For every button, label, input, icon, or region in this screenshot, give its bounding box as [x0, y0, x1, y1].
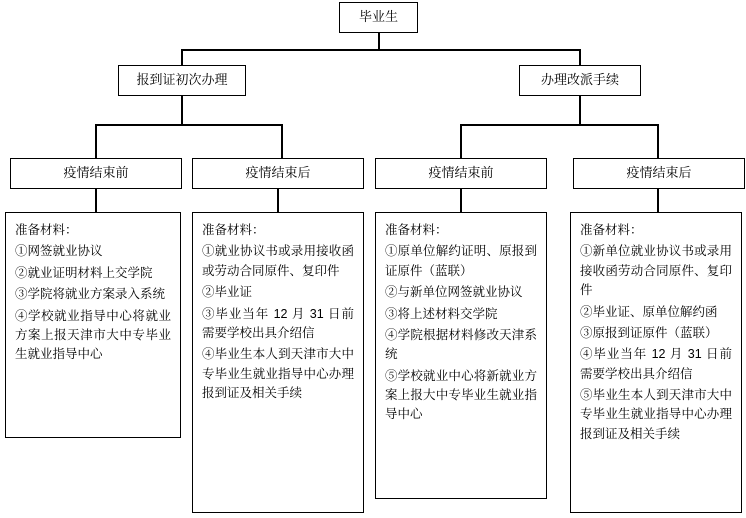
node-reassignment[interactable]	[519, 65, 641, 96]
connector-phase1-to-panel	[95, 189, 97, 212]
panel-4-item-3: ③原报到证原件（蓝联）	[580, 325, 718, 340]
panel-4-item-5: ⑤毕业生本人到天津市大中专毕业生就业指导中心办理报到证及相关手续	[580, 388, 732, 441]
connector-branch1-down	[181, 49, 183, 66]
connector-branch2-down	[579, 49, 581, 66]
panel-4-item-2: ②毕业证、原单位解约函	[580, 304, 718, 319]
panel-3-item-1: ①原单位解约证明、原报到证原件（蓝联）	[385, 244, 537, 278]
panel-3-item-2: ②与新单位网签就业协议	[385, 285, 523, 300]
panel-2-item-2: ②毕业证	[202, 285, 253, 300]
panel-4-title: 准备材料：	[580, 223, 643, 237]
node-phase-3-label: 疫情结束前	[428, 165, 494, 181]
panel-1-item-3: ③学院将就业方案录入系统	[15, 287, 166, 302]
panel-1-title: 准备材料：	[15, 223, 78, 237]
panel-materials-2	[192, 212, 364, 513]
node-phase-1[interactable]	[10, 158, 182, 189]
panel-3-item-4: ④学院根据材料修改天津系统	[385, 327, 537, 362]
panel-2-item-4: ④毕业生本人到天津市大中专毕业生就业指导中心办理报到证及相关手续	[202, 347, 354, 400]
node-phase-2[interactable]	[192, 158, 364, 189]
connector-branch1-split	[95, 124, 283, 126]
connector-phase2-down	[281, 124, 283, 159]
connector-phase2-to-panel	[277, 189, 279, 212]
connector-top-horizontal	[181, 49, 580, 51]
panel-2-title: 准备材料：	[202, 223, 265, 237]
connector-branch2-split	[460, 124, 659, 126]
node-phase-4[interactable]	[573, 158, 745, 189]
panel-2-item-3: ③毕业当年 12 月 31 日前需要学校出具介绍信	[202, 306, 354, 340]
connector-branch1-stem	[181, 96, 183, 126]
panel-materials-4	[570, 212, 742, 513]
connector-phase4-to-panel	[657, 189, 659, 212]
panel-3-title: 准备材料：	[385, 223, 448, 237]
node-first-registration[interactable]	[118, 65, 246, 96]
panel-2-item-1: ①就业协议书或录用接收函或劳动合同原件、复印件	[202, 244, 354, 278]
panel-3-item-3: ③将上述材料交学院	[385, 306, 498, 321]
panel-4-item-4: ④毕业当年 12 月 31 日前需要学校出具介绍信	[580, 347, 732, 381]
connector-top-vertical	[378, 33, 380, 50]
connector-phase1-down	[95, 124, 97, 159]
node-first-registration-label: 报到证初次办理	[136, 72, 228, 88]
node-phase-2-label: 疫情结束后	[245, 165, 311, 181]
panel-materials-3	[375, 212, 547, 499]
panel-1-item-2: ②就业证明材料上交学院	[15, 265, 153, 280]
connector-branch2-stem	[579, 96, 581, 126]
panel-3-item-5: ⑤学校就业中心将新就业方案上报大中专毕业生就业指导中心	[385, 368, 537, 422]
connector-phase4-down	[657, 124, 659, 159]
panel-1-item-1: ①网签就业协议	[15, 244, 103, 259]
connector-phase3-to-panel	[460, 189, 462, 212]
panel-materials-1	[5, 212, 181, 438]
node-phase-3[interactable]	[375, 158, 547, 189]
node-graduate-label: 毕业生	[358, 9, 398, 25]
panel-1-item-4: ④学校就业指导中心将就业方案上报天津市大中专毕业生就业指导中心	[15, 308, 171, 362]
node-reassignment-label: 办理改派手续	[540, 72, 619, 88]
node-phase-4-label: 疫情结束后	[626, 165, 692, 181]
connector-phase3-down	[460, 124, 462, 159]
panel-4-item-1: ①新单位就业协议书或录用接收函劳动合同原件、复印件	[580, 244, 732, 298]
node-phase-1-label: 疫情结束前	[63, 165, 129, 181]
node-graduate[interactable]	[339, 2, 418, 33]
